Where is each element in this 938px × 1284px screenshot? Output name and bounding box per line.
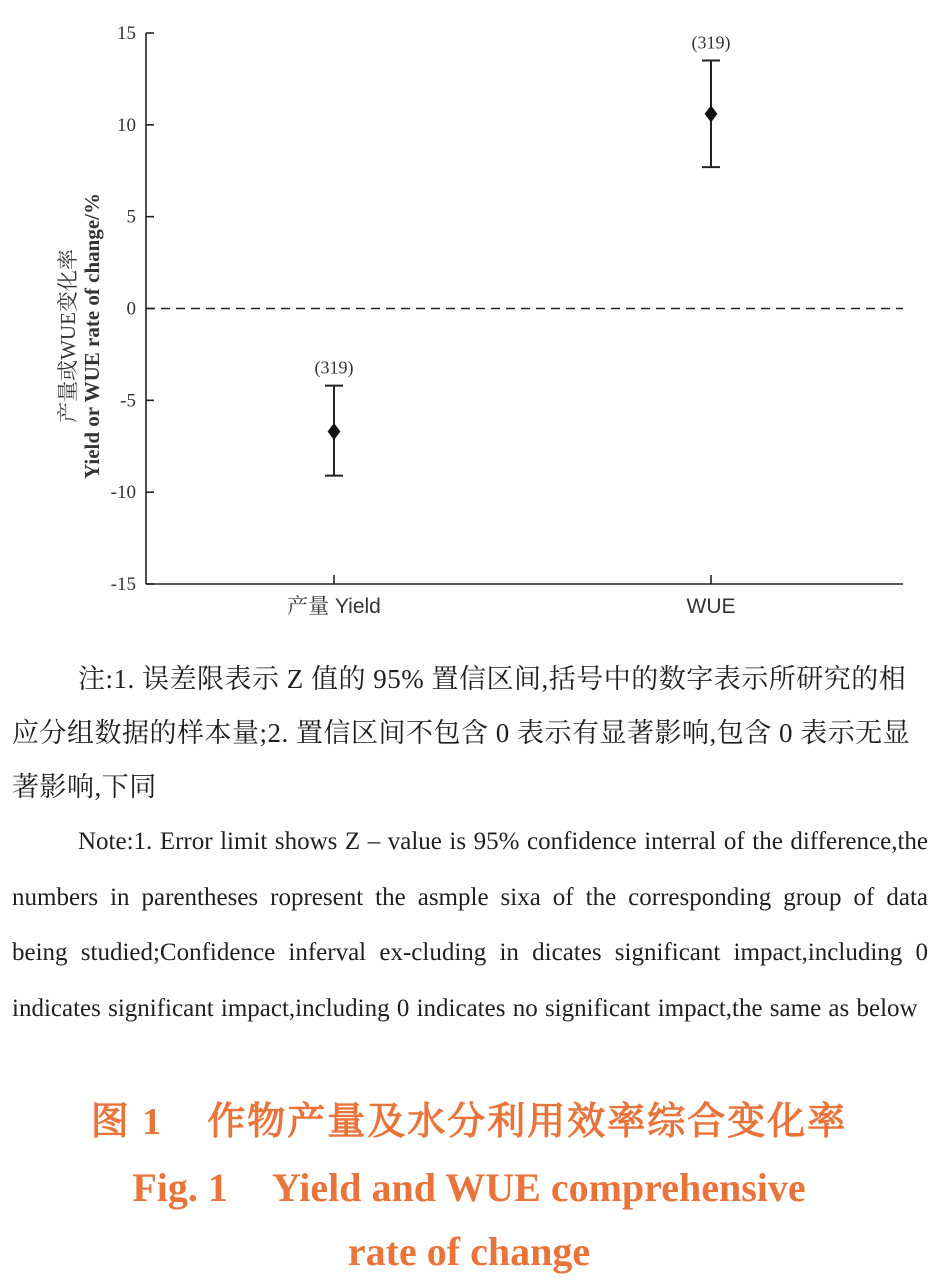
y-tick-label: -15 [110,574,136,595]
figure-title-en-line1: Yield and WUE comprehensive [271,1165,806,1210]
y-tick-label: -5 [120,390,136,412]
y-tick-label: 5 [126,206,136,228]
y-axis-title-cn: 产量或WUE变化率 [56,249,80,423]
y-tick-label: 15 [117,23,136,44]
mean-diamond-marker [328,423,341,440]
x-tick-label: WUE [686,595,736,618]
sample-size-label: (319) [691,32,731,53]
y-axis-title-en: Yield or WUE rate of change/% [80,193,104,480]
error-bar-group [692,33,731,168]
y-tick-label: 0 [126,298,136,320]
y-tick-label: 10 [117,114,136,136]
error-bar-chart [0,0,938,640]
y-axis-title [56,126,106,546]
y-tick-label: -10 [110,482,136,504]
error-bar-group [315,358,354,476]
note-english: Note:1. Error limit shows Z – value is 95% confidence interral of the difference,the numbers in parentheses ropresent the asmple sixa of the corresponding group of data being studied;Confidence inferval ex-cluding in dicates significant impact,including 0 indicates significant impact,including 0 indicates no significant impact,the same as below [12,828,928,1022]
figure-label-cn: 图 1 [90,1101,164,1143]
x-tick-label: 产量 Yield [287,595,381,618]
figure-title-en-line2: rate of change [347,1229,591,1274]
figure-caption-cn [0,1098,938,1146]
figure-label-en: Fig. 1 [132,1165,228,1210]
figure-caption-en-line1 [0,1163,938,1213]
mean-diamond-marker [705,105,718,122]
data-marks [315,33,731,476]
sample-size-label: (319) [314,357,354,378]
note-chinese: 注:1. 误差限表示 Z 值的 95% 置信区间,括号中的数字表示所研究的相应分组数据的样本量;2. 置信区间不包含 0 表示有显著影响,包含 0 表示无显著影响,下同 [12,664,911,802]
figure-title-cn: 作物产量及水分利用效率综合变化率 [207,1101,848,1143]
y-ticks [111,23,736,618]
axes [146,33,903,584]
figure-caption-en-line2 [0,1227,938,1277]
